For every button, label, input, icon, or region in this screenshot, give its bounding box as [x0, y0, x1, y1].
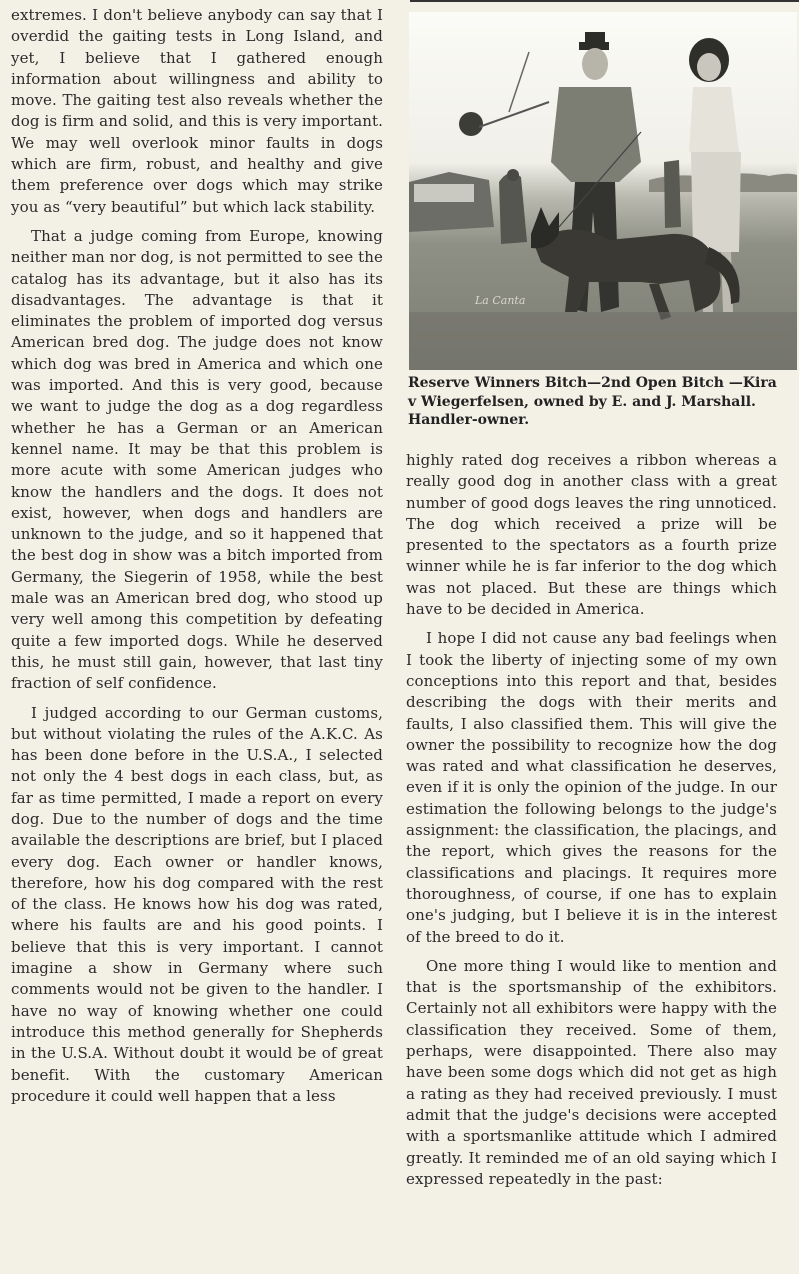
right-text-column	[406, 450, 777, 1198]
photo-caption: Reserve Winners Bitch—2nd Open Bitch —Kira v Wiegerfelsen, owned by E. and J. Marshall. Handler-owner.	[408, 375, 777, 428]
left-text-column	[11, 5, 383, 1115]
background-person-head	[507, 169, 519, 181]
man-face	[582, 48, 608, 80]
right-paragraph-2: I hope I did not cause any bad feelings when I took the liberty of injecting some of my own conceptions into this report and that, besides describing the dogs with their merits and faults, I also classified them. This will give the owner the possibility to recognize how the dog was rated and what classification he deserves, even if it is only the opinion of the judge. In our estimation the following belongs to the judge's assignment: the classification, the placings, and the report, which gives the reasons for the classifications and placings. It requires more thoroughness, of course, if one has to explain one's judging, but I believe it is in the interest of the breed to do it.	[406, 629, 777, 946]
right-paragraph-1: highly rated dog receives a ribbon whereas a really good dog in another class with a great number of good dogs leaves the ring unnoticed. The dog which received a prize will be presented to the spectators as a fourth prize winner while he is far inferior to the dog which was not placed. But these are things which have to be decided in America.	[406, 451, 777, 619]
dog-body	[534, 229, 721, 312]
photo-illustration	[409, 12, 797, 370]
man-hat-crown	[585, 32, 605, 45]
dog-show-photo	[409, 12, 797, 370]
photographer-signature: La Canta	[475, 294, 526, 307]
lamp-rope	[509, 52, 529, 112]
woman-blouse	[689, 87, 739, 152]
background-person-right	[664, 160, 681, 228]
car-window	[414, 184, 474, 202]
left-paragraph-2: That a judge coming from Europe, knowing neither man nor dog, is not permitted to see the catalog has its advantage, but it also has its disadvantages. The advantage is that it eliminates the problem of imported dog versus American bred dog. The judge does not know which dog was bred in America and which one was imported. And this is very good, because we want to judge the dog as a dog regardless whether he has a German or an American kennel name. It may be that this problem is more acute with some American judges who know the handlers and the dogs. It does not exist, however, when dogs and handlers are unknown to the judge, and so it happened that the best dog in show was a bitch imported from Germany, the Siegerin of 1958, while the best male was an American bred dog, who stood up very well among this competition by defeating quite a few imported dogs. While he deserved this, he must still gain, however, that last tiny fraction of self confidence.	[11, 226, 383, 693]
woman-face	[697, 53, 721, 81]
left-paragraph-1: extremes. I don't believe anybody can say that I overdid the gaiting tests in Long Island, and yet, I believe that I gathered enough information about willingness and ability to move. The gaiting test also reveals whether the dog is firm and solid, and this is very important. We may well overlook minor faults in dogs which are firm, robust, and healthy and give them preference over dogs which may strike you as “very beautiful” but which lack stability.	[11, 6, 383, 216]
lamp-shade	[459, 112, 483, 136]
lamp-arm	[479, 102, 549, 127]
woman-skirt	[691, 152, 741, 252]
grass-foreground	[409, 312, 797, 370]
background-person	[499, 173, 527, 244]
left-paragraph-3: I judged according to our German customs, but without violating the rules of the A.K.C. As has been done before in the U.S.A., I selected not only the 4 best dogs in each class, but, as far as time permitted, I made a report on every dog. Due to the number of dogs and the time available the descriptions are brief, but I placed every dog. Each owner or handler knows, therefore, how his dog compared with the rest of the class. He knows how his dog was rated, where his faults are and his good points. I believe that this is very important. I cannot imagine a show in Germany where such comments would not be given to the handler. I have no way of knowing whether one could introduce this method generally for Shepherds in the U.S.A. Without doubt it would be of great benefit. With the customary American procedure it could well happen that a less	[11, 703, 383, 1105]
man-jacket	[551, 87, 641, 182]
right-paragraph-3: One more thing I would like to mention and that is the sportsmanship of the exhibitors. Certainly not all exhibitors were happy with the classification they received. Some of them, perhaps, were disappointed. There also may have been some dogs which did not get as high a rating as they had received previously. I must admit that the judge's decisions were accepted with a sportsmanlike attitude which I admired greatly. It reminded me of an old saying which I expressed repeatedly in the past:	[406, 956, 777, 1188]
top-rule	[410, 0, 799, 2]
